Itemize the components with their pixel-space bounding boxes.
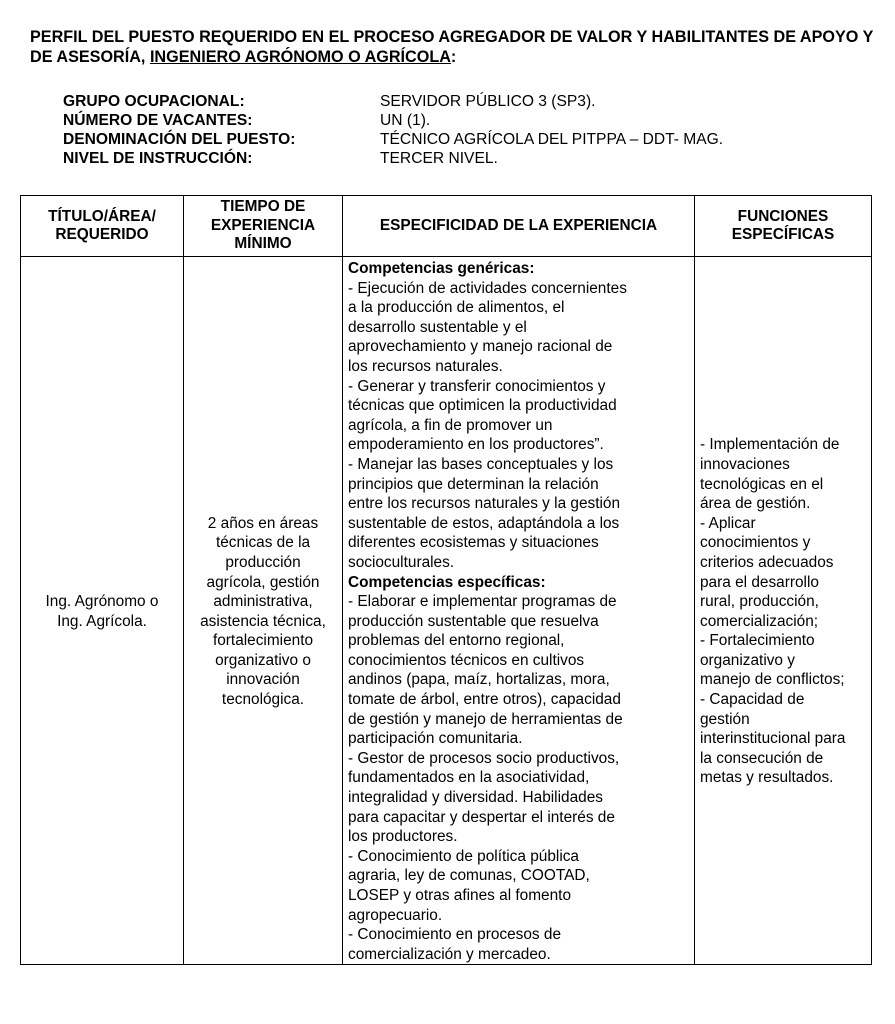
title-colon: : bbox=[450, 48, 457, 66]
header-funciones: FUNCIONES ESPECÍFICAS bbox=[695, 196, 872, 257]
table-header-row bbox=[21, 196, 872, 257]
info-value: SERVIDOR PÚBLICO 3 (SP3). bbox=[380, 93, 596, 110]
title-underlined-text: INGENIERO AGRÓNOMO O AGRÍCOLA bbox=[149, 48, 451, 66]
info-row bbox=[63, 149, 723, 168]
cell-tiempo: 2 años en áreas técnicas de la producción agrícola, gestión administrativa, asistencia técnica, fortalecimiento organizativo o innovación tecnológica. bbox=[184, 257, 343, 965]
table-row bbox=[21, 257, 872, 965]
position-info bbox=[63, 92, 723, 168]
title-text: PERFIL DEL PUESTO REQUERIDO EN EL PROCESO AGREGADOR DE VALOR Y HABILITANTES DE APOYO Y DE ASESORÍA, bbox=[30, 28, 874, 66]
cell-funciones: - Implementación de innovaciones tecnológicas en el área de gestión. - Aplicar conocimientos y criterios adecuados para el desarrollo rural, producción, comercialización; - Fortalecimiento organizativo y manejo de conflictos; - Capacidad de gestión interinstitucional para la consecución de metas y resultados. bbox=[695, 257, 872, 965]
info-label: GRUPO OCUPACIONAL: bbox=[63, 93, 245, 110]
info-value: UN (1). bbox=[380, 112, 431, 129]
header-titulo: TÍTULO/ÁREA/ REQUERIDO bbox=[21, 196, 184, 257]
document-title bbox=[30, 27, 880, 67]
genericas-text: - Ejecución de actividades concernientes a la producción de alimentos, el desarrollo sustentable y el aprovechamiento y manejo racional de los recursos naturales. - Generar y transferir conocimientos y técnicas que optimicen la productividad agrícola, a fin de promover un empoderamiento en los productores”. - Manejar las bases conceptuales y los principios que determinan la relación entre los recursos naturales y la gestión sustentable de estos, adaptándola a los diferentes ecosistemas y situaciones socioculturales. bbox=[348, 279, 627, 571]
especificas-text: - Elaborar e implementar programas de producción sustentable que resuelva problemas del entorno regional, conocimientos técnicos en cultivos andinos (papa, maíz, hortalizas, mora, tomate de árbol, entre otros), capacidad de gestión y manejo de herramientas de participación comunitaria. - Gestor de procesos socio productivos, fundamentados en la asociatividad, integralidad y diversidad. Habilidades para capacitar y despertar el interés de los productores. - Conocimiento de política pública agraria, ley de comunas, COOTAD, LOSEP y otras afines al fomento agropecuario. - Conocimiento en procesos de comercialización y mercadeo. bbox=[348, 593, 623, 963]
header-especificidad: ESPECIFICIDAD DE LA EXPERIENCIA bbox=[343, 196, 695, 257]
info-row bbox=[63, 130, 723, 149]
cell-especificidad bbox=[343, 257, 695, 965]
info-row bbox=[63, 111, 723, 130]
info-row bbox=[63, 92, 723, 111]
info-value: TERCER NIVEL. bbox=[380, 150, 498, 167]
header-tiempo: TIEMPO DE EXPERIENCIA MÍNIMO bbox=[184, 196, 343, 257]
info-value: TÉCNICO AGRÍCOLA DEL PITPPA – DDT- MAG. bbox=[380, 131, 724, 148]
info-label: NÚMERO DE VACANTES: bbox=[63, 112, 253, 129]
genericas-heading: Competencias genéricas: bbox=[348, 260, 535, 277]
cell-titulo: Ing. Agrónomo o Ing. Agrícola. bbox=[21, 257, 184, 965]
especificas-heading: Competencias específicas: bbox=[348, 573, 546, 591]
info-label: NIVEL DE INSTRUCCIÓN: bbox=[63, 150, 253, 167]
info-label: DENOMINACIÓN DEL PUESTO: bbox=[63, 131, 296, 148]
requirements-table bbox=[20, 195, 872, 965]
